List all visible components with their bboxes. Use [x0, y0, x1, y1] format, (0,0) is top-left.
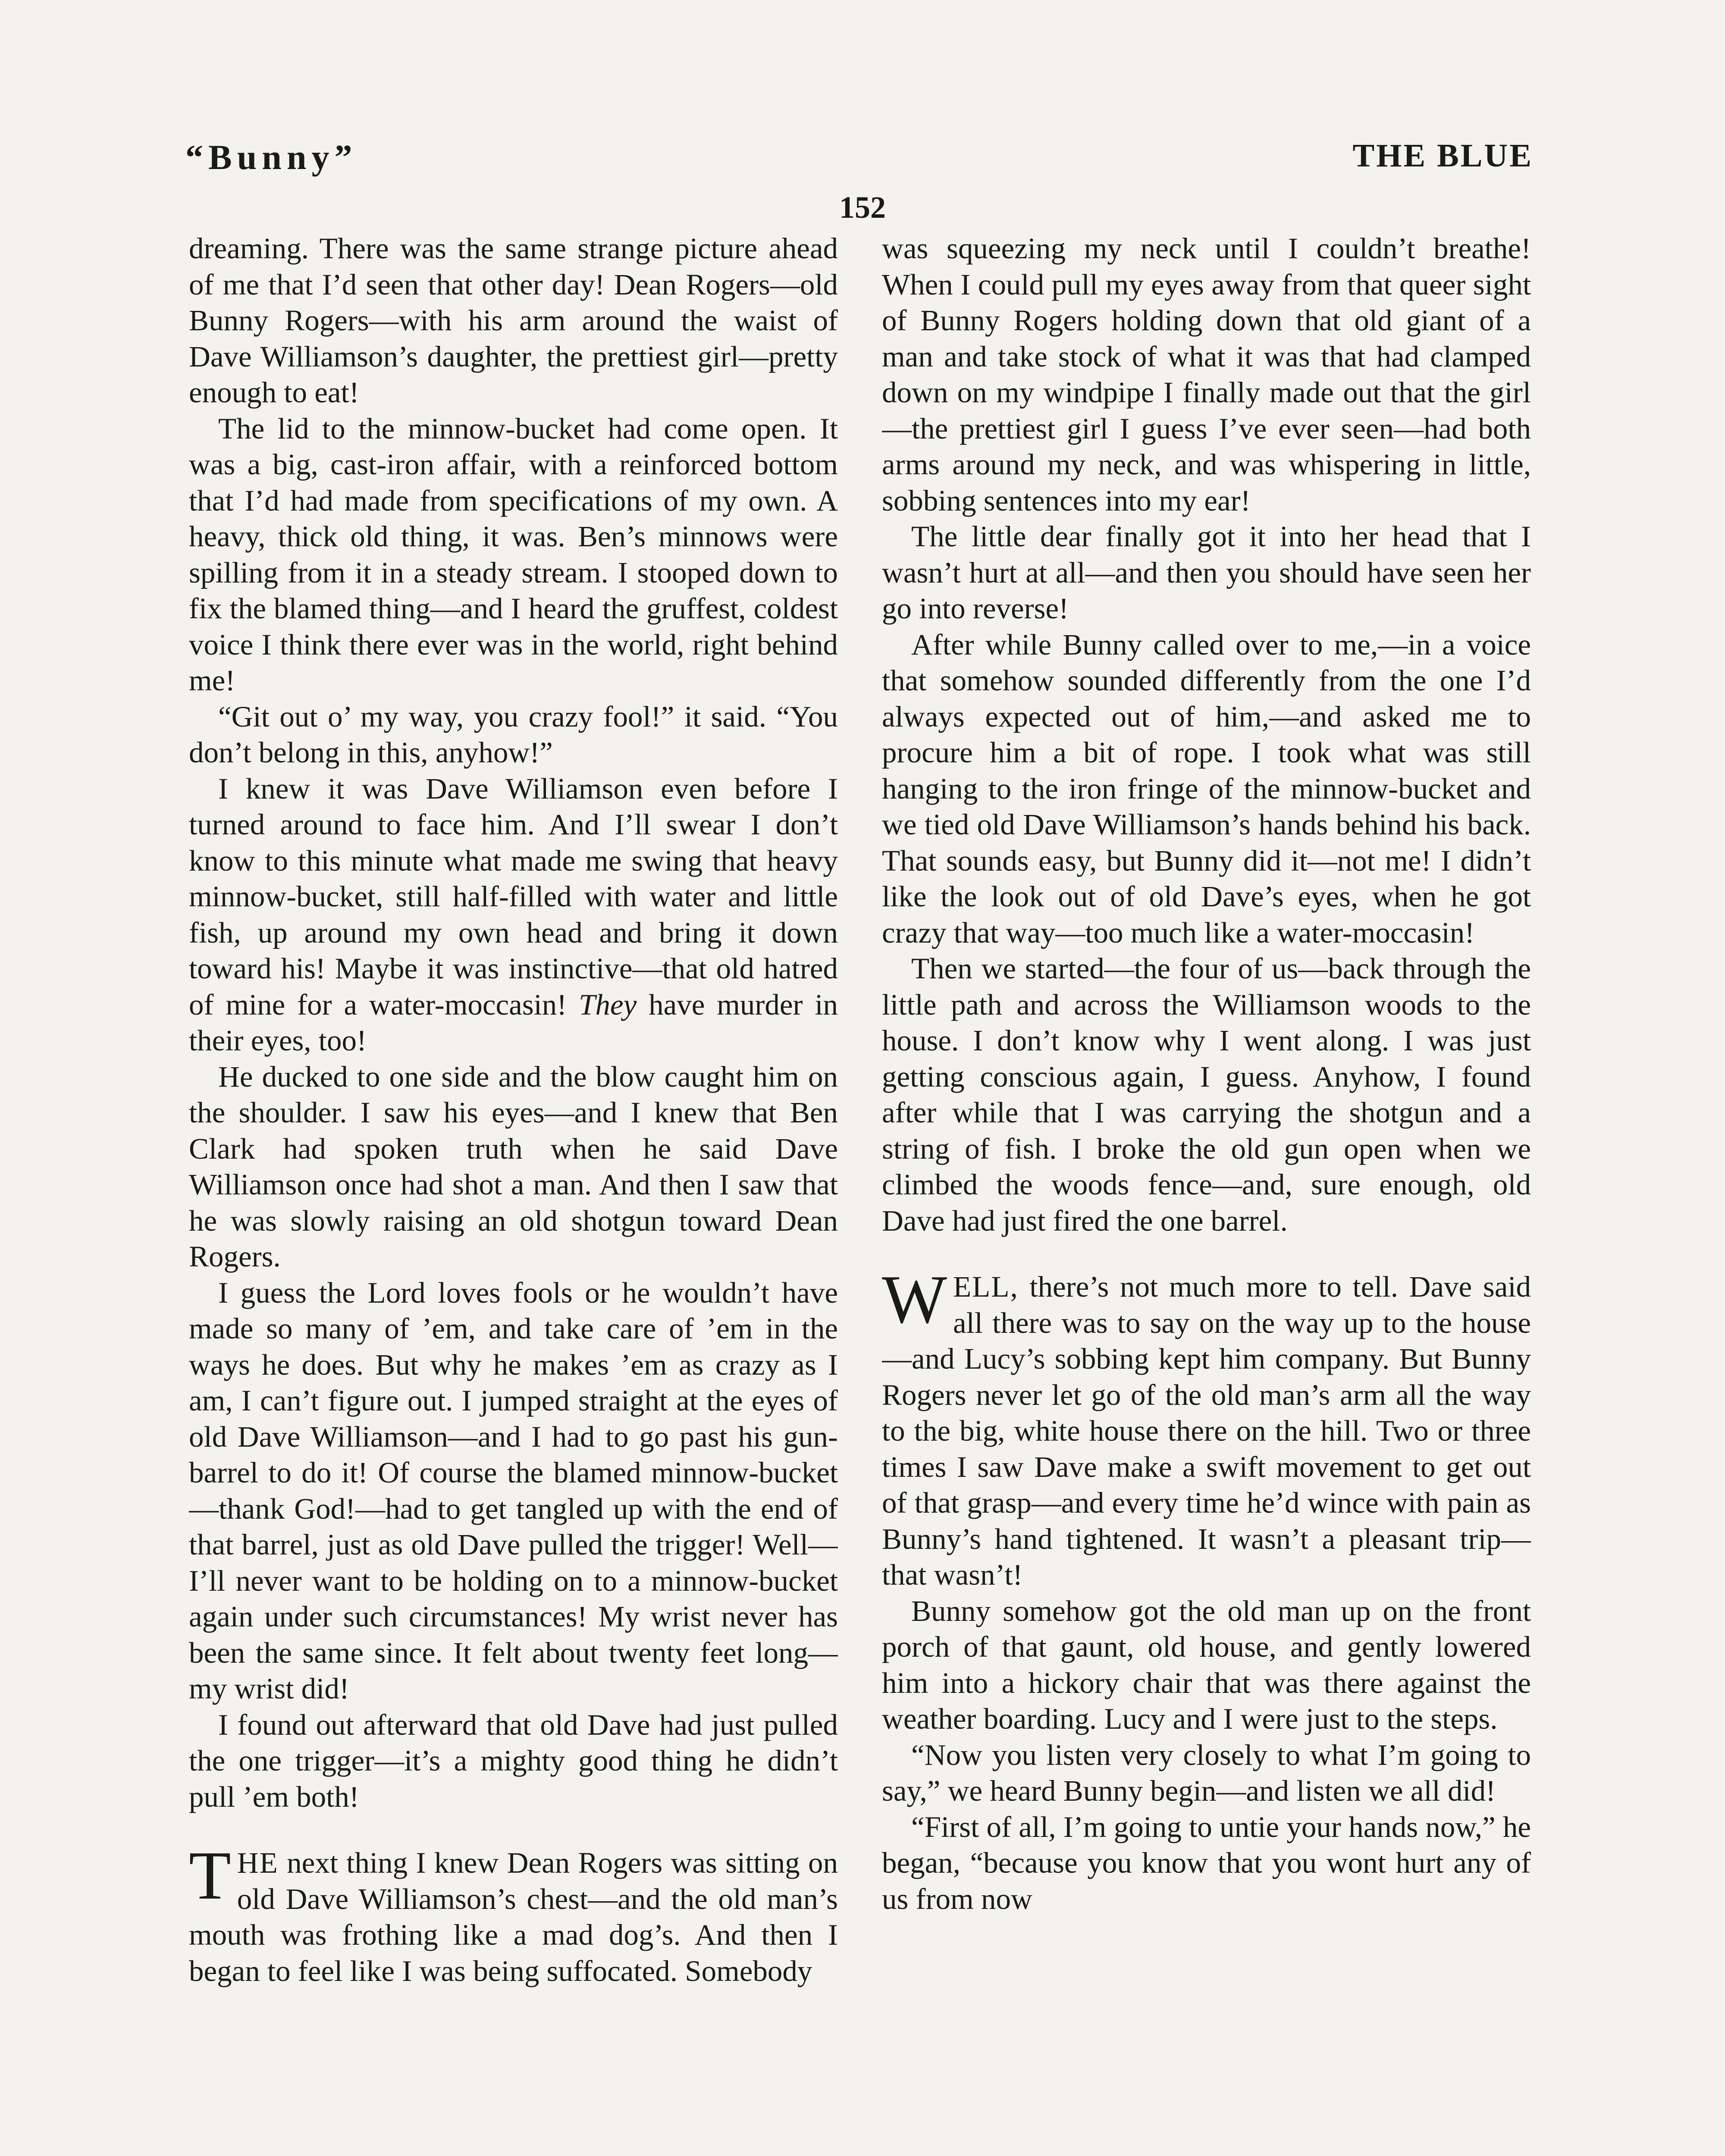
paragraph: I found out afterward that old Dave had just pulled the one trigger—it’s a mighty good thing he didn’t pull ’em both! — [189, 1708, 838, 1813]
paragraph: “Git out o’ my way, you crazy fool!” it said. “You don’t belong in this, anyhow!” — [189, 700, 838, 769]
paragraph-text: I knew it was Dave Williamson even before I turned around to face him. And I’ll swear I don’t know to this minute what made me swing that heavy minnow-bucket, still half-filled with water and little fish, up around my own head and bring it down toward his! Maybe it was instinctive—that old hatred of mine for a water-moccasin! — [189, 772, 838, 1021]
paragraph-text: next thing I knew Dean Rogers was sitting on old Dave Williamson’s chest—and the old man’s mouth was frothing like a mad dog’s. And then I began to feel like I was being suffocated. Somebody — [189, 1846, 838, 1987]
left-column — [189, 231, 838, 2156]
section-opening-paragraph — [189, 1837, 838, 1989]
emphasis-text: They — [579, 988, 637, 1021]
paragraph: He ducked to one side and the blow caught him on the shoulder. I saw his eyes—and I knew that Ben Clark had spoken truth when he said Dave Williamson once had shot a man. And then I saw that he was slowly raising an old shotgun toward Dean Rogers. — [189, 1060, 838, 1273]
paragraph: The lid to the minnow-bucket had come open. It was a big, cast-iron affair, with a reinforced bottom that I’d had made from specifications of my own. A heavy, thick old thing, it was. Ben’s minnows were spilling from it in a steady stream. I stooped down to fix the blamed thing—and I heard the gruffest, coldest voice I think there ever was in the world, right behind me! — [189, 412, 838, 697]
paragraph: The little dear finally got it into her head that I wasn’t hurt at all—and then you should have seen her go into reverse! — [882, 520, 1531, 625]
lead-caps: HE — [237, 1846, 279, 1879]
section-opening-paragraph — [882, 1261, 1531, 1593]
drop-cap: W — [882, 1261, 947, 1338]
page-number: 152 — [839, 190, 886, 225]
paragraph: I guess the Lord loves fools or he wouldn’t have made so many of ’em, and take care of ’em in the ways he does. But why he makes ’em as crazy as I am, I can’t figure out. I jumped straight at the eyes of old Dave Williamson—and I had to go past his gun-barrel to do it! Of course the blamed minnow-bucket—thank God!—had to get tangled up with the end of that barrel, just as old Dave pulled the trigger! Well—I’ll never want to be holding on to a minnow-bucket again under such circumstances! My wrist never has been the same since. It felt about twenty feet long—my wrist did! — [189, 1276, 838, 1705]
magazine-title: THE BLUE — [1352, 138, 1533, 174]
paragraph — [189, 771, 838, 1059]
paragraph: “Now you listen very closely to what I’m going to say,” we heard Bunny begin—and listen we all did! — [882, 1738, 1531, 1807]
drop-cap: T — [189, 1837, 231, 1914]
lead-caps: ELL, — [953, 1270, 1019, 1303]
paragraph: “First of all, I’m going to untie your hands now,” he began, “because you know that you wont hurt any of us from now — [882, 1810, 1531, 1915]
running-title: “Bunny” — [185, 138, 358, 177]
paragraph: dreaming. There was the same strange picture ahead of me that I’d seen that other day! Dean Rogers—old Bunny Rogers—with his arm around the waist of Dave Williamson’s daughter, the prettiest girl—pretty enough to eat! — [189, 232, 838, 409]
paragraph: was squeezing my neck until I couldn’t breathe! When I could pull my eyes away from that queer sight of Bunny Rogers holding down that old giant of a man and take stock of what it was that had clamped down on my windpipe I finally made out that the girl—the prettiest girl I guess I’ve ever seen—had both arms around my neck, and was whispering in little, sobbing sentences into my ear! — [882, 232, 1531, 517]
right-column — [882, 231, 1531, 2156]
paragraph: After while Bunny called over to me,—in a voice that somehow sounded differently from the one I’d always expected out of him,—and asked me to procure him a bit of rope. I took what was still hanging to the iron fringe of the minnow-bucket and we tied old Dave Williamson’s hands behind his back. That sounds easy, but Bunny did it—not me! I didn’t like the look out of old Dave’s eyes, when he got crazy that way—too much like a water-moccasin! — [882, 628, 1531, 949]
paragraph: Bunny somehow got the old man up on the front porch of that gaunt, old house, and gently lowered him into a hickory chair that was there against the weather boarding. Lucy and I were just to the steps. — [882, 1594, 1531, 1735]
paragraph-text: have murder in their eyes, too! — [189, 988, 838, 1057]
paragraph-text: there’s not much more to tell. Dave said all there was to say on the way up to the house—and Lucy’s sobbing kept him company. But Bunny Rogers never let go of the old man’s arm all the way to the big, white house there on the hill. Two or three times I saw Dave make a swift movement to get out of that grasp—and every time he’d wince with pain as Bunny’s hand tightened. It wasn’t a pleasant trip—that wasn’t! — [882, 1270, 1531, 1591]
paragraph: Then we started—the four of us—back through the little path and across the Williamson woods to the house. I don’t know why I went along. I was just getting conscious again, I guess. Anyhow, I found after while that I was carrying the shotgun and a string of fish. I broke the old gun open when we climbed the woods fence—and, sure enough, old Dave had just fired the one barrel. — [882, 952, 1531, 1237]
